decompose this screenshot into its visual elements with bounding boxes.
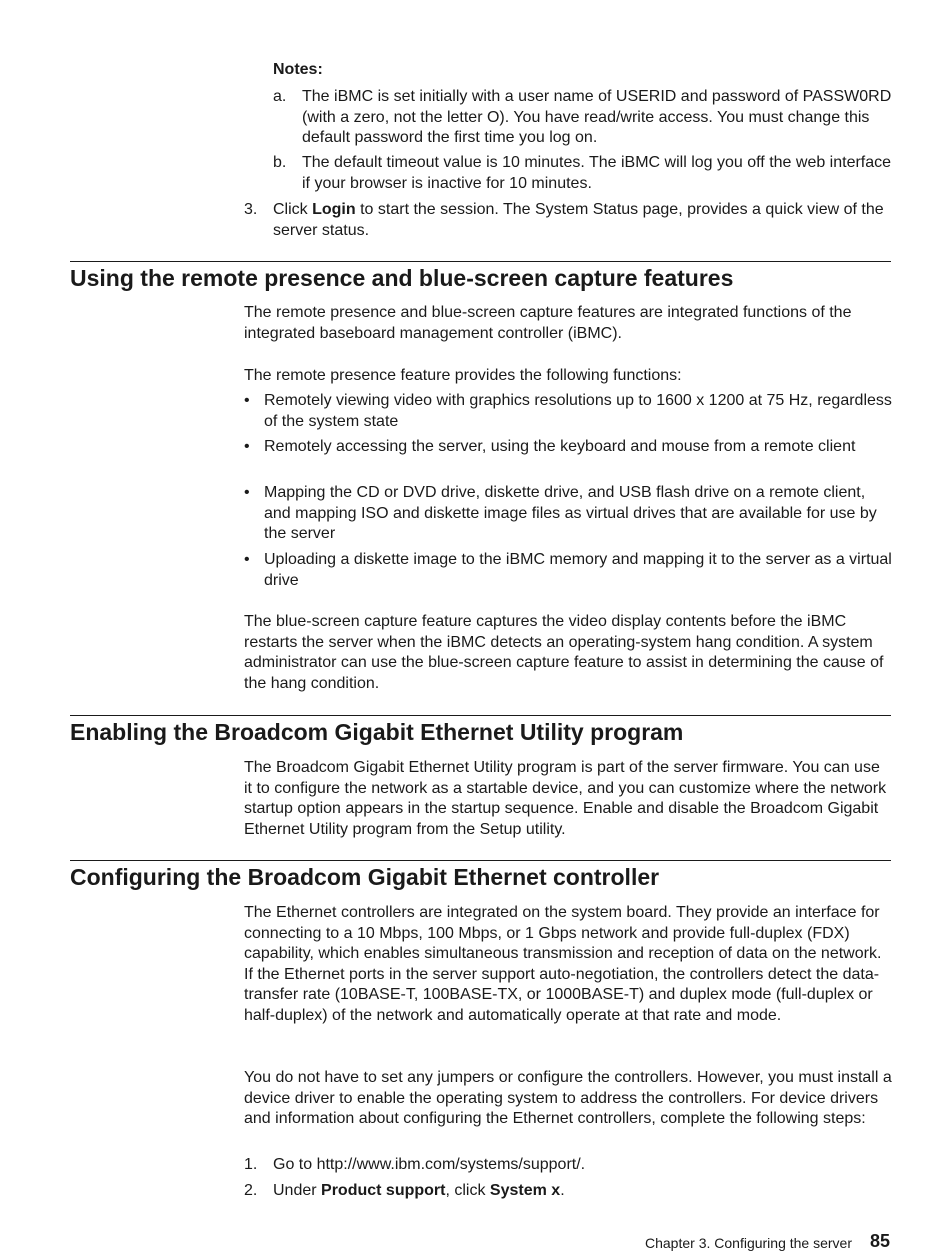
bullet-text: Uploading a diskette image to the iBMC memory and mapping it to the server as a virtual drive — [264, 551, 892, 589]
bullet-icon: • — [244, 484, 250, 501]
page-number: 85 — [870, 1231, 891, 1251]
section3-para2: You do not have to set any jumpers or configure the controllers. However, you must install a device driver to enable the operating system to address the controllers. For device drivers and information about configuring the Ethernet controllers, complete the following steps: — [244, 1069, 892, 1127]
login-term: Login — [312, 201, 356, 218]
section-heading-remote-presence: Using the remote presence and blue-screen capture features — [70, 265, 734, 291]
note-text: The iBMC is set initially with a user name of USERID and password of PASSW0RD (with a zero, not the letter O). You have read/write access. You must change this default password the first time you log on. — [302, 88, 892, 146]
step-text-middle: , click — [445, 1182, 490, 1199]
note-marker: b. — [273, 154, 287, 171]
step-marker: 2. — [244, 1182, 258, 1199]
section-divider — [70, 860, 891, 861]
step-text: Go to http://www.ibm.com/systems/support/. — [273, 1156, 586, 1173]
product-support-term: Product support — [321, 1182, 446, 1199]
section3-para1: The Ethernet controllers are integrated on the system board. They provide an interface for connecting to a 10 Mbps, 100 Mbps, or 1 Gbps network and provide full-duplex (FDX) capability, which enables simultaneous transmission and reception of data on the network. If the Ethernet ports in the server support auto-negotiation, the controllers detect the data-transfer rate (10BASE-T, 100BASE-TX, or 1000BASE-T) and duplex mode (full-duplex or half-duplex) of the network and automatically operate at that rate and mode. — [244, 904, 882, 1024]
bullet-text: Remotely accessing the server, using the keyboard and mouse from a remote client — [264, 438, 856, 455]
step-text — [273, 200, 893, 241]
section-heading-broadcom-utility: Enabling the Broadcom Gigabit Ethernet Utility program — [70, 719, 684, 745]
step-marker: 1. — [244, 1156, 258, 1173]
bullet-icon: • — [244, 551, 250, 568]
bullet-text: Remotely viewing video with graphics resolutions up to 1600 x 1200 at 75 Hz, regardless of the system state — [264, 392, 892, 430]
step-marker: 3. — [244, 201, 258, 218]
section-heading-broadcom-controller: Configuring the Broadcom Gigabit Ethernet controller — [70, 864, 660, 890]
section-divider — [70, 715, 891, 716]
step-text-prefix: Click — [273, 201, 313, 218]
section2-body: The Broadcom Gigabit Ethernet Utility program is part of the server firmware. You can use it to configure the network as a startable device, and you can customize where the network startup option appears in the startup sequence. Enable and disable the Broadcom Gigabit Ethernet Utility program from the Setup utility. — [244, 759, 887, 838]
bullet-text: Mapping the CD or DVD drive, diskette drive, and USB flash drive on a remote client, and mapping ISO and diskette image files as virtual drives that are available for use by the server — [264, 484, 877, 542]
step-text-suffix: to start the session. The System Status page, provides a quick view of the server status. — [273, 201, 884, 239]
system-x-term: System x — [489, 1182, 561, 1199]
section-divider — [70, 261, 891, 262]
bullet-icon: • — [244, 438, 250, 455]
section1-intro: The remote presence and blue-screen capture features are integrated functions of the integrated baseboard management controller (iBMC). — [244, 304, 852, 342]
step-text-suffix: . — [560, 1182, 565, 1199]
note-text: The default timeout value is 10 minutes. The iBMC will log you off the web interface if your browser is inactive for 10 minutes. — [302, 154, 892, 192]
step-text-prefix: Under — [273, 1182, 322, 1199]
bullet-icon: • — [244, 392, 250, 409]
section1-lead: The remote presence feature provides the following functions: — [244, 367, 682, 384]
footer-chapter: Chapter 3. Configuring the server — [645, 1235, 852, 1251]
notes-title: Notes: — [273, 61, 323, 78]
note-marker: a. — [273, 88, 287, 105]
section1-closing: The blue-screen capture feature captures the video display contents before the iBMC restarts the server when the iBMC detects an operating-system hang condition. A system administrator can use the blue-screen capture feature to assist in determining the cause of the hang condition. — [244, 613, 884, 692]
step-text — [273, 1181, 891, 1202]
